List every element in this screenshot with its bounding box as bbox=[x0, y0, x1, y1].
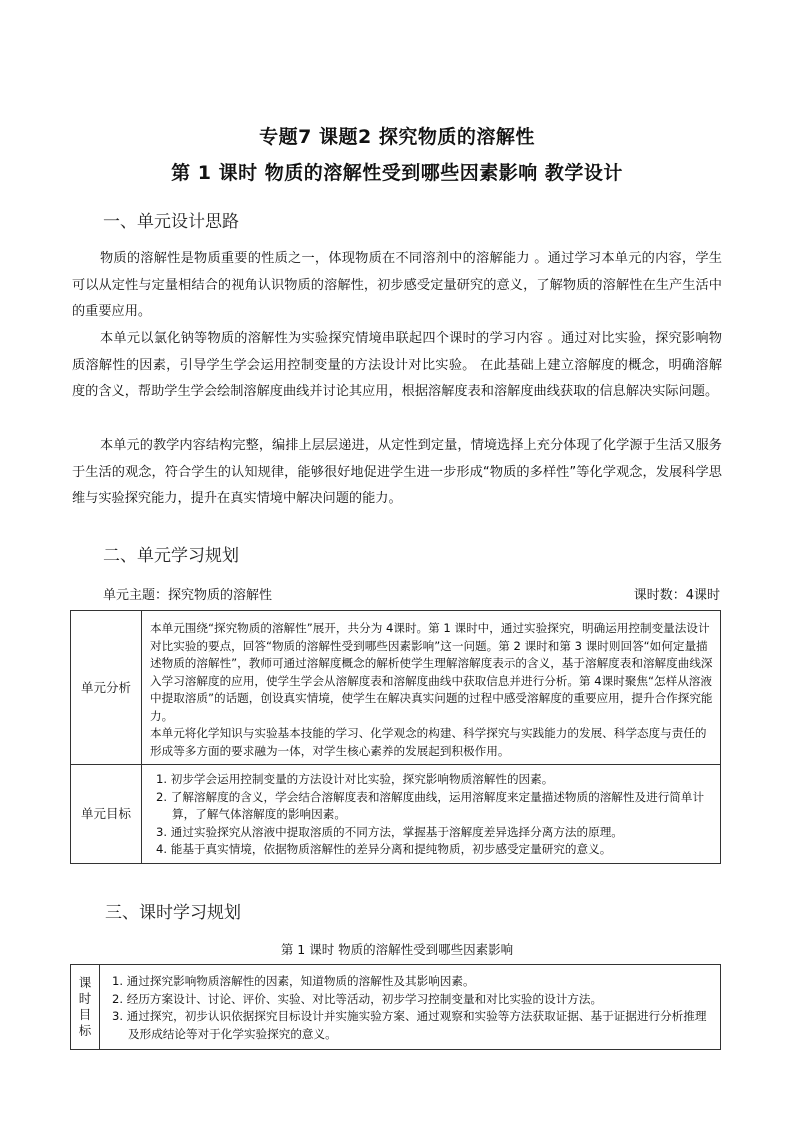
analysis-text-2: 本单元将化学知识与实验基本技能的学习、化学观念的构建、科学探究与实践能力的发展、科学态度与责任的形成等多方面的要求融为一体，对学生核心素养的发展起到积极作用。 bbox=[150, 726, 707, 758]
list-item: 3. 通过实验探究从溶液中提取溶质的不同方法，掌握基于溶解度差异选择分离方法的原理。 bbox=[156, 824, 623, 839]
section1-heading: 一、单元设计思路 bbox=[103, 212, 239, 232]
unit-planning-table bbox=[70, 610, 721, 864]
lesson-goals-label-cell bbox=[71, 965, 100, 1050]
unit-meta-row bbox=[103, 584, 720, 603]
list-item: 2. 了解溶解度的含义，学会结合溶解度表和溶解度曲线，运用溶解度来定量描述物质的溶解性及进行简单计算，了解气体溶解度的影响因素。 bbox=[156, 789, 705, 821]
section3-heading: 三、课时学习规划 bbox=[105, 903, 241, 923]
table-row bbox=[71, 611, 721, 765]
section1-paragraph-3: 本单元的教学内容结构完整，编排上层层递进，从定性到定量，情境选择上充分体现了化学源于生活又服务于生活的观念，符合学生的认知规律，能够很好地促进学生进一步形成“物质的多样性”等化学观念，发展科学思维与实验探究能力，提升在真实情境中解决问题的能力。 bbox=[72, 438, 722, 506]
analysis-cell bbox=[142, 611, 721, 765]
lesson-subtitle: 第 1 课时 物质的溶解性受到哪些因素影响 bbox=[280, 942, 514, 957]
lesson-goals-cell bbox=[100, 965, 721, 1050]
lesson-goals-table bbox=[70, 964, 721, 1050]
analysis-text: 本单元围绕“探究物质的溶解性”展开，共分为 4课时。第 1 课时中，通过实验探究，明确运用控制变量法设计对比实验的要点，回答“物质的溶解性受到哪些因素影响”这一问题。第 2 课时和第 3 课时则回答“如何定量描述物质的溶解性”，教师可通过溶解度概念的解析使学生理解溶解度表示的含义，基于溶解度表和溶解度曲线深入学习溶解度的应用，使学生学会从溶解度表和溶解度曲线中获取信息并进行分析。第 4课时聚焦“怎样从溶液中提取溶质”的话题，创设真实情境，使学生在解决真实问题的过程中感受溶解度的重要应用，提升合作探究能力。 bbox=[150, 621, 713, 723]
lesson-goals-label: 课时目标 bbox=[78, 975, 92, 1038]
unit-theme: 单元主题：探究物质的溶解性 bbox=[103, 588, 273, 603]
list-item: 3. 通过探究，初步认识依据探究目标设计并实施实验方案、通过观察和实验等方法获取证据、基于证据进行分析推理及形成结论等对于化学实验探究的意义。 bbox=[112, 1009, 707, 1041]
list-item: 1. 通过探究影响物质溶解性的因素，知道物质的溶解性及其影响因素。 bbox=[112, 974, 475, 988]
list-item: 1. 初步学会运用控制变量的方法设计对比实验，探究影响物质溶解性的因素。 bbox=[156, 772, 554, 786]
document-subtitle: 第 1 课时 物质的溶解性受到哪些因素影响 教学设计 bbox=[171, 162, 623, 184]
unit-hours: 课时数：4课时 bbox=[633, 588, 720, 603]
list-item: 4. 能基于真实情境，依据物质溶解性的差异分离和提纯物质，初步感受定量研究的意义。 bbox=[156, 842, 612, 856]
goals-cell bbox=[142, 765, 721, 864]
list-item: 2. 经历方案设计、讨论、评价、实验、对比等活动，初步学习控制变量和对比实验的设计方法。 bbox=[112, 991, 603, 1006]
section1-paragraph-2: 本单元以氯化钠等物质的溶解性为实验探究情境串联起四个课时的学习内容 。通过对比实验，探究影响物质溶解性的因素，引导学生学会运用控制变量的方法设计对比实验。 在此基础上建立溶解度的概念，明确溶解度的含义，帮助学生学会绘制溶解度曲线并讨论其应用，根据溶解度表和溶解度曲线获取的信息解决实际问题。 bbox=[72, 331, 722, 399]
section2-heading: 二、单元学习规划 bbox=[103, 546, 239, 566]
analysis-label: 单元分析 bbox=[71, 611, 142, 765]
lesson-goals-list bbox=[106, 973, 714, 1043]
table-row bbox=[71, 965, 721, 1050]
document-title: 专题7 课题2 探究物质的溶解性 bbox=[259, 126, 535, 148]
goals-label: 单元目标 bbox=[71, 765, 142, 864]
table-row bbox=[71, 765, 721, 864]
unit-goals-list bbox=[150, 771, 714, 859]
section1-paragraph-1: 物质的溶解性是物质重要的性质之一，体现物质在不同溶剂中的溶解能力 。通过学习本单元的内容，学生可以从定性与定量相结合的视角认识物质的溶解性，初步感受定量研究的意义，了解物质的溶解性在生产生活中的重要应用。 bbox=[72, 251, 722, 319]
